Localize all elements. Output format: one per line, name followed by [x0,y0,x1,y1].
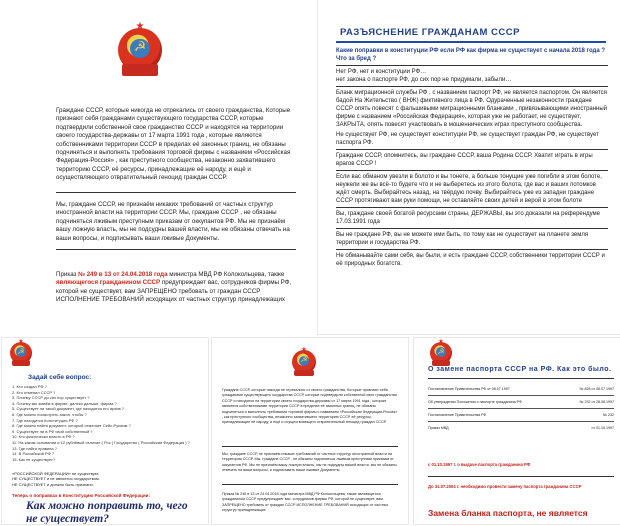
list-item: 10. Кто фактически власть в РФ ? [12,434,75,440]
divider [222,446,398,447]
document-bottom-middle [212,338,408,524]
divider [428,476,614,477]
list-item: 8. Где можно найти документ, который отменяет Сейс-Русаим ? [12,423,131,429]
ussr-emblem-icon: ★ ☭ [10,342,32,364]
list-item: 3. Почему СССР до сих пор существует ? [12,395,90,401]
document-bottom-right [414,338,620,524]
document-right [318,0,620,334]
amendments-line: Теперь о поправках в Конституцию Российской Федерации: [12,493,151,498]
red-note-1: с 01.10.1997 г. о выдаче паспорта гражданина РФ [428,462,531,467]
left-paragraph-1: Граждане СССР, которые никогда не отрекались от своего гражданства, Которые признают себя гражданами существующего государства СССР, которые подтвердили собственной свое гражданство СССР и находятся на территории своего государства-державы от 17 марта 1991 года , которые являются собственниками территории СССР в пределах её законных границ, не обязаны подчиняться и выполнять требования торговой фирмы с названием «Российская Федерация-Россия» , как преступного сообщества, незаконно захватившего территорию СССР, её ресурсы, принадлежащие её народу, и ещё и осуществляющего отвратительный геноцид граждан СССР. [56,107,291,182]
left-paragraph-2: Мы, граждане СССР, не признаём никаких требований от частных структур иностранной власти на территории СССР. Мы, граждане СССР , не обязаны подчиняться лживым преступным приказам от оккупантов РФ. Мы не признаём вашу ложную власть, мы не подсудны вашей власти, мы не обязаны отвечать на ваши вопросы, и подписывать ваши лживые Документы. [56,201,290,242]
replacement-heading: Замена бланка паспорта, не является [428,508,588,518]
document-left [0,0,312,334]
list-item: 5. Существует ли такой документ, где находится его архив ? [12,406,124,412]
right-text-block: Какие поправки в конституции РФ если РФ как фирма не существует с начала 2018 года ? Что за бред ? Нет РФ, нет и конституции РФ… нет закона о паспорте РФ, до сих пор не придумали, забыли… Бланк миграционной службы РФ , с названием паспорт РФ, не является паспортом. Он является бадой На Жительство ( ВНЖ) фиктивного лица в РФ. Одураченные незаконности граждане СССР опять повесят с фальшивыми миграционными бланками , привязывающими иностранный фирме с названием «Российская Федерация», которая уже не работает, не существует, ЗАКРЫТА, опять повесят участвовать в мошеннических играх преступного сообщества. Не существует РФ, не существует конституции РФ, не существует граждан РФ, не существует паспорта РФ. Граждане СССР, опомнитесь, вы граждане СССР, ваша Родина СССР. Хватит играть в игры врагов СССР ! Если вас обманом увезли в болото и вы тонете, а больше тонущие уже погибли в этом болоте, неужели же вы всё-то будете что и не выберетесь из этого болота, где вас и ваших потомков ждёт смерть. Выбирайтесь назад, на твёрдую почву. Выбирайтесь уже из западни граждане СССР протягивают вам руки помощи, не оставляйте своих детей и верой в этом болоте Вы, граждане своей богатой ресурсами страны, ДЕРЖАВЫ, вы это доказали на референдуме 17.03.1991 года Вы не граждане РФ, вы не можете ими быть, по тому как не существует на планете земля территории и государства РФ. Не обманывайте сами себя, вы были, и есть граждане СССР, собственники территории СССР и её природных богатств. [336,48,608,267]
ussr-emblem-icon: ★ ☭ [292,350,316,374]
order-highlight: являющегося гражданином СССР [56,279,161,287]
law-rows: Постановление Правительства РФ от 08.07.1997 № 828 от 08.07.1997 Об утверждении Положения о паспорте гражданина РФ № 232 от 28.08.1997 Постановление Правительства РФ № 232 Приказ МВД от 01.10.1997 [428,387,614,430]
order-paragraph: Приказ № 249 в 13 от 24.04.2018 года министра МВД РФ Колокольцева, также являющегося гражданином СССР предупреждает вас, сотрудников фирмы РФ, которой не существует, вам ЗАПРЕЩЕНО требовать от граждан СССР ИСПОЛНЕНИЕ ТРЕБОВАНИЙ исходящих от частных структур принадлежащих [56,271,292,304]
middle-order: Приказ № 249 в 13 от 24.04.2018 года министра МВД РФ Колокольцева, также являющегося гражданином СССР предупреждает вас, сотрудников фирмы РФ, которой не существует, вам ЗАПРЕЩЕНО требовать от граждан СССР ИСПОЛНЕНИЕ ТРЕБОВАНИЙ исходящих от частных структур принадлежащих [222,492,389,513]
divider [56,192,296,193]
big-question: Как можно поправить то, чего не существует? [26,500,188,524]
list-item: 13. Где найти правила ? [12,445,57,451]
divider [428,378,614,379]
title-underline [336,41,606,43]
list-item: 4. Почему мы живём в фирме, далеко дальше, фирма ? [12,400,117,406]
page-title: РАЗЪЯСНЕНИЕ ГРАЖДАНАМ СССР [340,27,520,38]
list-item: 1. Кто создал РФ ? [12,384,47,389]
footer-notes: «РОССИЙСКОЙ ФЕДЕРАЦИИ» не существует. НЕ СУЩЕСТВУЕТ и не является государством. НЕ СУЩЕСТВУЕТ и должно быть признано. [12,471,100,487]
questions-list [12,384,202,462]
questions-header: Задай себе вопрос: [28,374,92,381]
list-item: 9. Существует ли в РФ свой собственный ? [12,428,93,434]
passport-title: О замене паспорта СССР на РФ. Как это было. [428,366,612,373]
middle-paragraph-1: Граждане СССР, которые никогда не отрекались от своего гражданства, Которые признают себя гражданами существующего государства СССР, которые подтвердили собственной свое гражданство СССР и находятся на территории своего государства-державы от 17 марта 1991 года , которые являются собственниками территории СССР в пределах её законных границ, не обязаны подчиняться и выполнять требования торговой фирмы с названием «Российская Федерация-Россия» , как преступного сообщества, незаконно захватившего территорию СССР, её ресурсы, принадлежащие её народу, и ещё и осуществляющего отвратительный геноцид граждан СССР. [222,388,398,425]
divider [56,249,296,250]
list-item: 14. В Российской РФ ? [12,451,55,457]
divider [222,484,398,485]
list-item: 15. Как не существует? [12,456,56,462]
list-item: 6. Где можно посмотреть закон, чтобы ? [12,411,87,417]
middle-paragraph-2: Мы, граждане СССР, не признаём никаких требований от частных структур иностранной власти на территории СССР. Мы, граждане СССР , не обязаны подчиняться лживым преступным приказам от оккупантов РФ. Мы не признаём вашу ложную власть, мы не подсудны вашей власти, мы не обязаны отвечать на ваши вопросы, и подписывать ваши лживые Документы. [222,452,397,473]
list-item: 2. Кто отменил СССР ? [12,389,56,395]
list-item: 7. Где находится Конституция РФ ? [12,417,78,423]
ussr-emblem-icon: ★ ☭ [430,342,452,364]
red-note-2: До 31.07.2004 г. необходимо провести замену паспорта гражданина СССР [428,484,582,489]
document-bottom-left [2,338,208,524]
list-item: 11. На каком основании и 12 рублёвый отличие ( Рос ) Государство ( Российская Федерация ) ? [12,439,190,445]
ussr-emblem-icon: ★ ☭ [118,28,162,72]
order-reference: № 249 в 13 от 24.04.2018 года [78,271,168,278]
